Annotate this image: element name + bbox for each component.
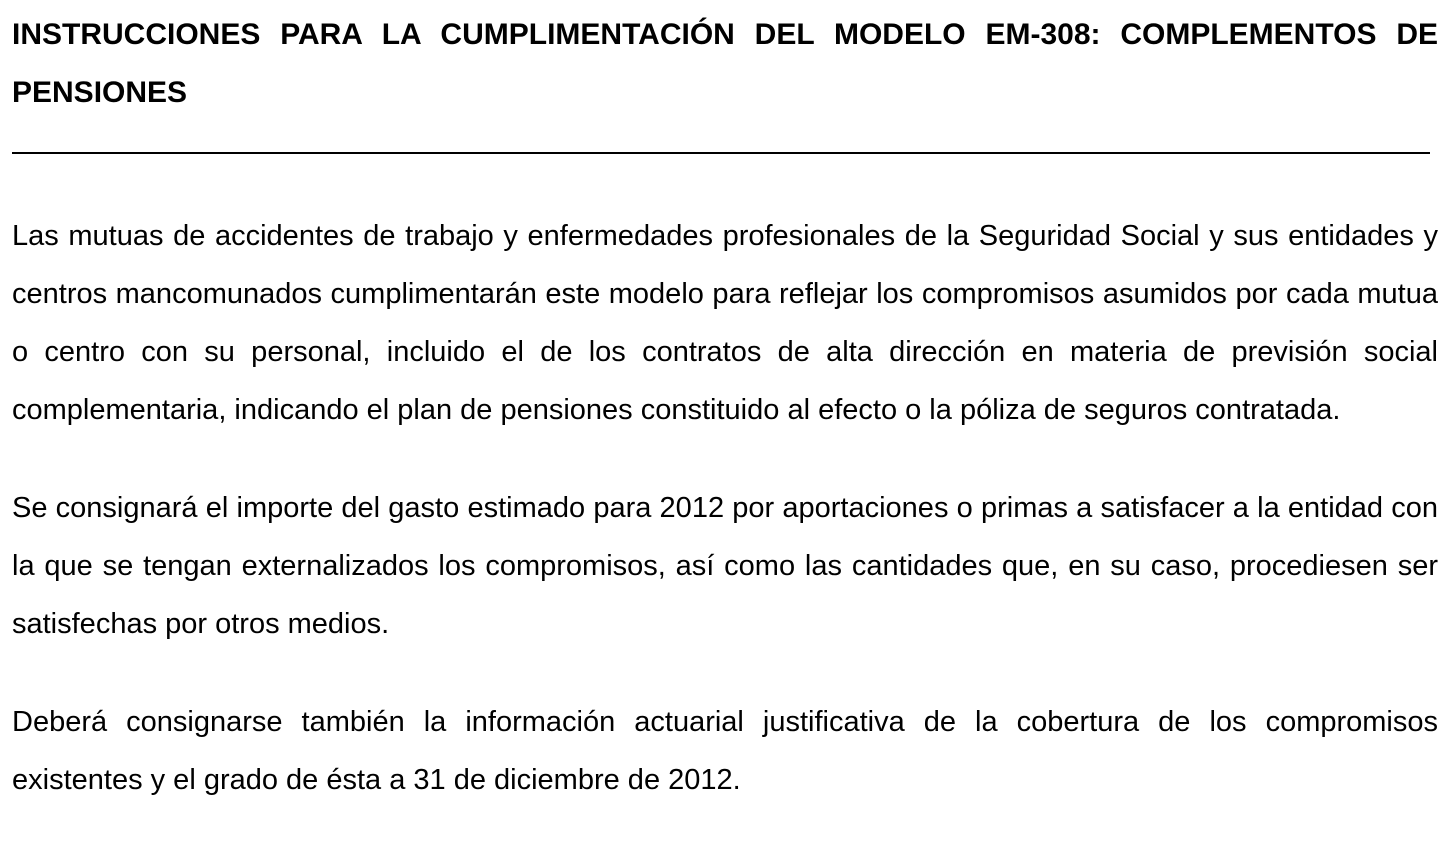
paragraph-3: Deberá consignarse también la información actuarial justificativa de la cobertura de los compromisos existentes y el grado de ésta a 31 de diciembre de 2012.: [12, 706, 1438, 796]
document-page: [12, 0, 1438, 809]
paragraph-1: Las mutuas de accidentes de trabajo y enfermedades profesionales de la Seguridad Social y sus entidades y centros mancomunados cumplimentarán este modelo para reflejar los compromisos asumidos por cada mutua o centro con su personal, incluido el de los contratos de alta dirección en materia de previsión social complementaria, indicando el plan de pensiones constituido al efecto o la póliza de seguros contratada.: [12, 220, 1438, 426]
paragraph-2: Se consignará el importe del gasto estimado para 2012 por aportaciones o primas a satisfacer a la entidad con la que se tengan externalizados los compromisos, así como las cantidades que, en su caso, procediesen ser satisfechas por otros medios.: [12, 492, 1438, 640]
document-title: INSTRUCCIONES PARA LA CUMPLIMENTACIÓN DEL MODELO EM-308: COMPLEMENTOS DE PENSIONES: [12, 18, 1438, 109]
title-divider: [12, 152, 1430, 154]
